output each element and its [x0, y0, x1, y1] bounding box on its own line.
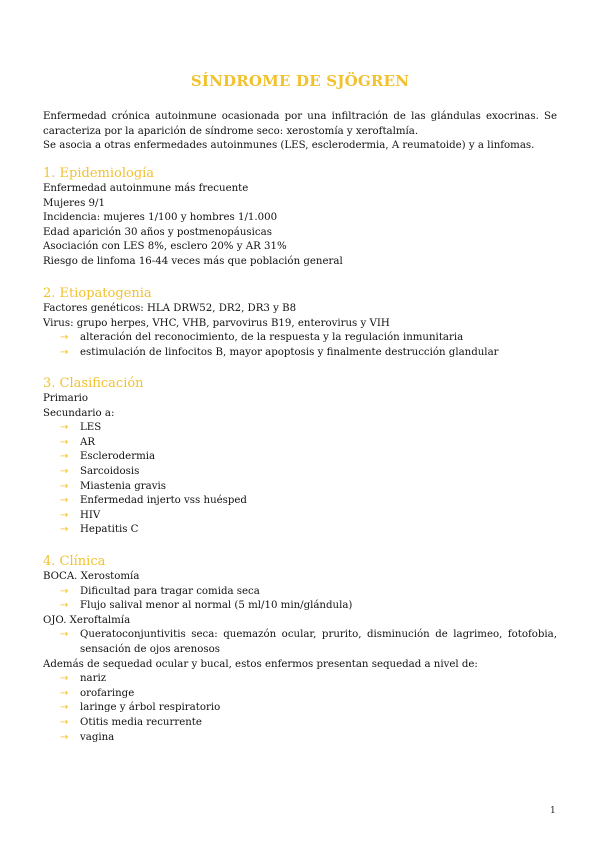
- arrow-icon: →: [60, 422, 69, 434]
- list-item: → AR: [43, 436, 557, 451]
- arrow-icon: →: [60, 332, 69, 344]
- section-heading: 4. Clínica: [43, 554, 106, 569]
- list-item: → Hepatitis C: [43, 523, 557, 538]
- arrow-icon: →: [60, 480, 69, 492]
- text-line: BOCA. Xerostomía: [43, 571, 140, 582]
- arrow-icon: →: [60, 524, 69, 536]
- section-clinica: [43, 554, 557, 745]
- section-clasificacion: [43, 376, 557, 538]
- section-epidemiologia: [43, 166, 557, 270]
- arrow-icon: →: [60, 509, 69, 521]
- section-etiopatogenia: [43, 286, 557, 360]
- intro-line: Enfermedad crónica autoinmune ocasionada por una infiltración de las glándulas exocrinas. Se caracteriza por la aparición de síndrome seco: xerostomía y xeroftalmía.: [43, 111, 557, 137]
- intro-paragraph: [43, 110, 557, 154]
- text-line: Edad aparición 30 años y postmenopáusicas: [43, 226, 272, 238]
- list-item: → Enfermedad injerto vss huésped: [43, 494, 557, 509]
- arrow-icon: →: [60, 465, 69, 477]
- section-heading: 1. Epidemiología: [43, 166, 155, 181]
- arrow-icon: →: [60, 436, 69, 448]
- list-item: → Dificultad para tragar comida seca: [43, 585, 557, 600]
- list-item: → Sarcoidosis: [43, 465, 557, 480]
- page-title: SÍNDROME DE SJÖGREN: [190, 72, 410, 90]
- text-line: Factores genéticos: HLA DRW52, DR2, DR3 y B8: [43, 303, 297, 314]
- text-line: Incidencia: mujeres 1/100 y hombres 1/1.000: [43, 212, 278, 224]
- arrow-icon: →: [60, 731, 69, 743]
- arrow-icon: →: [60, 600, 69, 612]
- section-heading: 3. Clasificación: [43, 376, 144, 391]
- arrow-icon: →: [60, 702, 69, 714]
- list-item: → LES: [43, 421, 557, 436]
- arrow-icon: →: [60, 585, 69, 597]
- arrow-icon: →: [60, 451, 69, 463]
- list-item: → estimulación de linfocitos B, mayor apoptosis y finalmente destrucción glandular: [43, 346, 557, 361]
- list-item: → orofaringe: [43, 687, 557, 702]
- text-line: Mujeres 9/1: [43, 197, 105, 209]
- list-item: → nariz: [43, 672, 557, 687]
- page-number: 1: [550, 806, 556, 816]
- intro-line: Se asocia a otras enfermedades autoinmunes (LES, esclerodermia, A reumatoide) y a linfomas.: [43, 140, 535, 151]
- bullet-list: [43, 331, 557, 360]
- list-item: → Esclerodermia: [43, 450, 557, 465]
- text-line: Asociación con LES 8%, esclero 20% y AR 31%: [43, 241, 287, 253]
- arrow-icon: →: [60, 346, 69, 358]
- list-item: → HIV: [43, 509, 557, 524]
- text-line: Además de sequedad ocular y bucal, estos enfermos presentan sequedad a nivel de:: [43, 658, 478, 670]
- list-item: → vagina: [43, 731, 557, 746]
- arrow-icon: →: [60, 687, 69, 699]
- list-item: → Otitis media recurrente: [43, 716, 557, 731]
- list-item: → Miastenia gravis: [43, 480, 557, 495]
- text-line: Riesgo de linfoma 16-44 veces más que población general: [43, 255, 343, 267]
- list-item: → Queratoconjuntivitis seca: quemazón ocular, prurito, disminución de lagrimeo, fotofobia, sensación de ojos arenosos: [60, 629, 557, 655]
- bullet-list: [43, 628, 557, 657]
- list-item: → Flujo salival menor al normal (5 ml/10 min/glándula): [43, 599, 557, 614]
- list-item: → alteración del reconocimiento, de la respuesta y la regulación inmunitaria: [43, 331, 557, 346]
- section-heading: 2. Etiopatogenia: [43, 286, 152, 301]
- text-line: Primario: [43, 393, 88, 404]
- text-line: Secundario a:: [43, 407, 115, 419]
- bullet-list: [43, 585, 557, 614]
- text-line: Virus: grupo herpes, VHC, VHB, parvovirus B19, enterovirus y VIH: [43, 317, 390, 329]
- text-line: Enfermedad autoinmune más frecuente: [43, 183, 249, 194]
- text-line: OJO. Xeroftalmía: [43, 614, 131, 626]
- bullet-list: [43, 421, 557, 538]
- arrow-icon: →: [60, 629, 69, 641]
- arrow-icon: →: [60, 716, 69, 728]
- arrow-icon: →: [60, 673, 69, 685]
- bullet-list: [43, 672, 557, 745]
- list-item: → laringe y árbol respiratorio: [43, 701, 557, 716]
- arrow-icon: →: [60, 495, 69, 507]
